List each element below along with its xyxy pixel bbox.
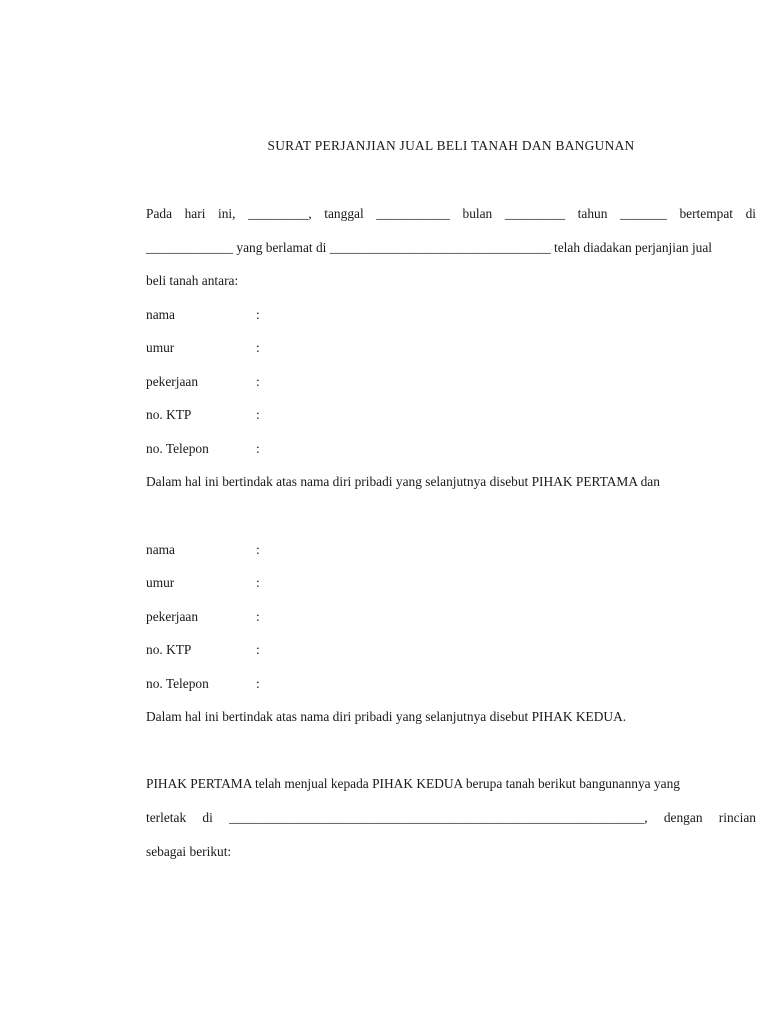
field-colon: : bbox=[256, 542, 260, 557]
intro-word: hari bbox=[184, 206, 206, 221]
field-colon: : bbox=[256, 575, 260, 590]
party2-field-ktp bbox=[146, 642, 260, 658]
field-colon: : bbox=[256, 642, 260, 657]
party1-field-pekerjaan bbox=[146, 374, 260, 390]
date-blank: ___________ bbox=[376, 206, 450, 221]
party1-field-ktp bbox=[146, 407, 260, 423]
intro-word: bulan bbox=[462, 206, 493, 221]
intro-word: bertempat bbox=[679, 206, 733, 221]
party1-statement: Dalam hal ini bertindak atas nama diri pribadi yang selanjutnya disebut PIHAK PERTAMA dan bbox=[146, 474, 660, 489]
party1-field-umur bbox=[146, 340, 260, 356]
field-label: umur bbox=[146, 575, 175, 590]
field-label: no. KTP bbox=[146, 642, 192, 657]
field-label: no. Telepon bbox=[146, 441, 209, 456]
field-label: no. KTP bbox=[146, 407, 192, 422]
clause-line-1: PIHAK PERTAMA telah menjual kepada PIHAK KEDUA berupa tanah berikut bangunannya yang bbox=[146, 776, 681, 791]
clause-line-2 bbox=[146, 810, 756, 826]
intro-word: di bbox=[745, 206, 756, 221]
clause-word: terletak bbox=[146, 810, 187, 825]
intro-word: tanggal bbox=[324, 206, 364, 221]
field-colon: : bbox=[256, 676, 260, 691]
party2-statement: Dalam hal ini bertindak atas nama diri pribadi yang selanjutnya disebut PIHAK KEDUA. bbox=[146, 709, 627, 724]
party2-field-pekerjaan bbox=[146, 609, 260, 625]
intro-line-2: _____________ yang berlamat di _________________________________ telah diadakan perjanjian jual bbox=[146, 240, 713, 255]
field-label: nama bbox=[146, 542, 175, 557]
day-blank: _________, bbox=[248, 206, 312, 221]
field-label: umur bbox=[146, 340, 175, 355]
intro-word: Pada bbox=[146, 206, 173, 221]
month-blank: _________ bbox=[504, 206, 566, 221]
field-colon: : bbox=[256, 441, 260, 456]
field-label: no. Telepon bbox=[146, 676, 209, 691]
field-colon: : bbox=[256, 407, 260, 422]
clause-word: dengan bbox=[663, 810, 703, 825]
year-blank: _______ bbox=[620, 206, 667, 221]
party1-field-telepon bbox=[146, 441, 260, 457]
clause-word: rincian bbox=[718, 810, 756, 825]
intro-word: tahun bbox=[577, 206, 608, 221]
field-label: pekerjaan bbox=[146, 374, 199, 389]
field-colon: : bbox=[256, 307, 260, 322]
party2-field-umur bbox=[146, 575, 260, 591]
field-colon: : bbox=[256, 374, 260, 389]
intro-line-1 bbox=[146, 206, 756, 222]
field-colon: : bbox=[256, 340, 260, 355]
party2-field-telepon bbox=[146, 676, 260, 692]
location-blank: ______________________________________________________________, bbox=[229, 810, 648, 825]
intro-word: ini, bbox=[218, 206, 236, 221]
field-colon: : bbox=[256, 609, 260, 624]
field-label: pekerjaan bbox=[146, 609, 199, 624]
party1-field-nama bbox=[146, 307, 260, 323]
party2-field-nama bbox=[146, 542, 260, 558]
intro-line-3: beli tanah antara: bbox=[146, 273, 239, 288]
clause-word: di bbox=[202, 810, 213, 825]
clause-line-3: sebagai berikut: bbox=[146, 844, 232, 859]
document-title: SURAT PERJANJIAN JUAL BELI TANAH DAN BANGUNAN bbox=[267, 138, 635, 153]
field-label: nama bbox=[146, 307, 175, 322]
